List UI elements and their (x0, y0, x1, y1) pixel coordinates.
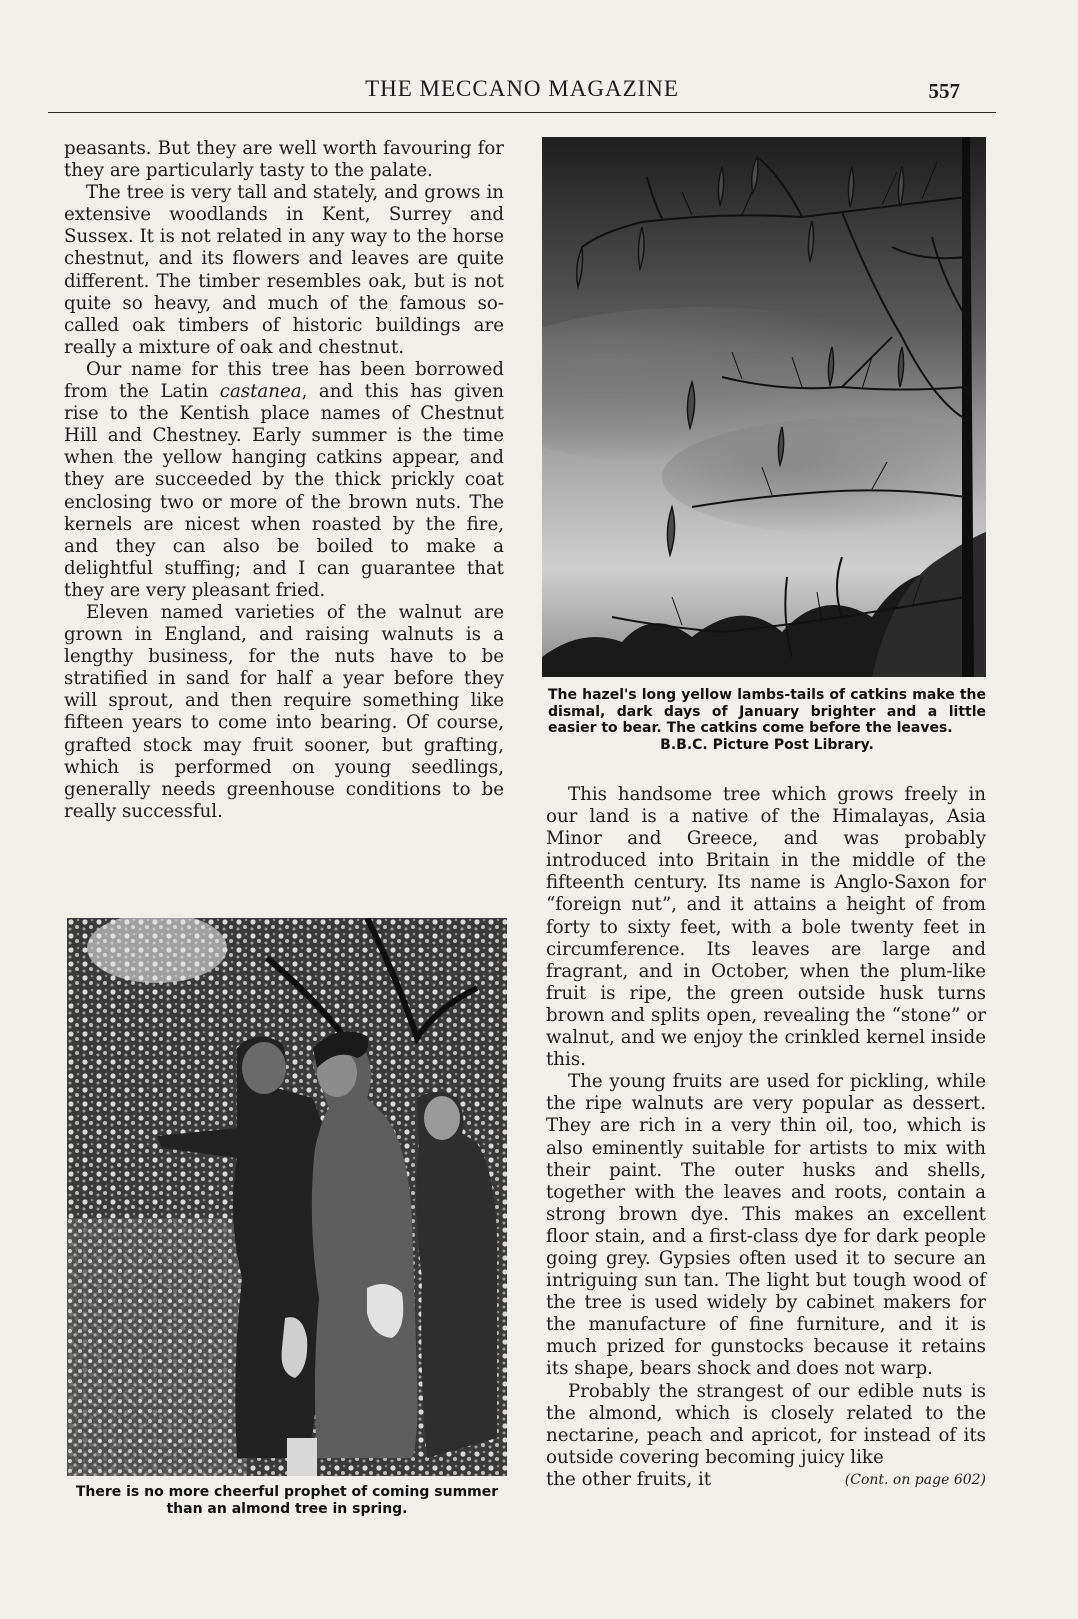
caption-text: The hazel's long yellow lambs-tails of catkins make the dismal, dark days of January brighter and a little easier to bear. The catkins come before the leaves. (548, 687, 986, 736)
photo-credit: B.B.C. Picture Post Library. (660, 736, 874, 753)
paragraph: The young fruits are used for pickling, while the ripe walnuts are very popular as dessert. They are rich in a very thin oil, too, which is also eminently suitable for artists to mix with their paint. The outer husks and shells, together with the leaves and roots, contain a strong brown dye. This makes an excellent floor stain, and a first-class dye for dark people going grey. Gypsies often used it to secure an intriguing sun tan. The light but tough wood of the tree is used widely by cabinet makers for the manufacture of fine furniture, and it is much prized for gunstocks because it retains its shape, bears shock and does not warp. (546, 1071, 986, 1380)
hazel-catkins-image (542, 137, 986, 677)
catkins-caption (548, 687, 986, 753)
running-header (48, 76, 996, 113)
left-column (64, 138, 504, 823)
page-number: 557 (928, 79, 960, 103)
right-column (546, 784, 986, 1491)
paragraph: peasants. But they are well worth favouring for they are particularly tasty to the palate. (64, 138, 504, 182)
almond-tree-image (67, 918, 507, 1476)
paragraph-text: Early summer is the time when the yellow hanging catkins appear, and they are succeeded by the thick prickly coat enclosing two or more of the brown nuts. The kernels are nicest when roasted by the fire, and they can also be boiled to make a delightful stuffing; and I can guarantee that they are very pleasant fried. (64, 425, 504, 601)
paragraph-text: Our name for this tree has been borrowed from the Latin (64, 358, 504, 403)
paragraph: Eleven named varieties of the walnut are grown in England, and raising walnuts is a lengthy business, for the nuts have to be stratified in sand for half a year before they will sprout, and then require something like fifteen years to come into bearing. Of course, grafted stock may fruit sooner, but grafting, which is performed on young seedlings, generally needs greenhouse conditions to be really successful. (64, 601, 504, 822)
continued-note: (Cont. on page 602) (844, 1471, 986, 1488)
almond-photo (67, 918, 507, 1476)
final-line-text: the other fruits, it (546, 1468, 712, 1490)
catkins-photo (542, 137, 986, 677)
paragraph: This handsome tree which grows freely in our land is a native of the Himalayas, Asia Minor and Greece, and was probably introduced into Britain in the middle of the fifteenth century. Its name is Anglo-Saxon for “foreign nut”, and it attains a height of from forty to sixty feet, with a bole twenty feet in circumference. Its leaves are large and fragrant, and in October, when the plum-like fruit is ripe, the green outside husk turns brown and splits open, revealing the “stone” or walnut, and we enjoy the crinkled kernel inside this. (546, 784, 986, 1071)
final-line (546, 1469, 986, 1491)
paragraph: The tree is very tall and stately, and grows in extensive woodlands in Kent, Surrey and Sussex. It is not related in any way to the horse chestnut, and its flowers and leaves are quite different. The timber resembles oak, but is not quite so heavy, and much of the famous so-called oak timbers of historic buildings are really a mixture of oak and chestnut. (64, 182, 504, 358)
magazine-title: THE MECCANO MAGAZINE (365, 76, 679, 101)
paragraph (64, 359, 504, 602)
latin-term: castanea (219, 381, 302, 403)
almond-caption: There is no more cheerful prophet of coming summer than an almond tree in spring. (75, 1484, 499, 1517)
paragraph-text: , and this has given rise to the Kentish place names of Chestnut Hill and Chestney. (64, 381, 504, 447)
paragraph: Probably the strangest of our edible nuts is the almond, which is closely related to the nectarine, peach and apricot, for instead of its outside covering becoming juicy like (546, 1380, 986, 1468)
